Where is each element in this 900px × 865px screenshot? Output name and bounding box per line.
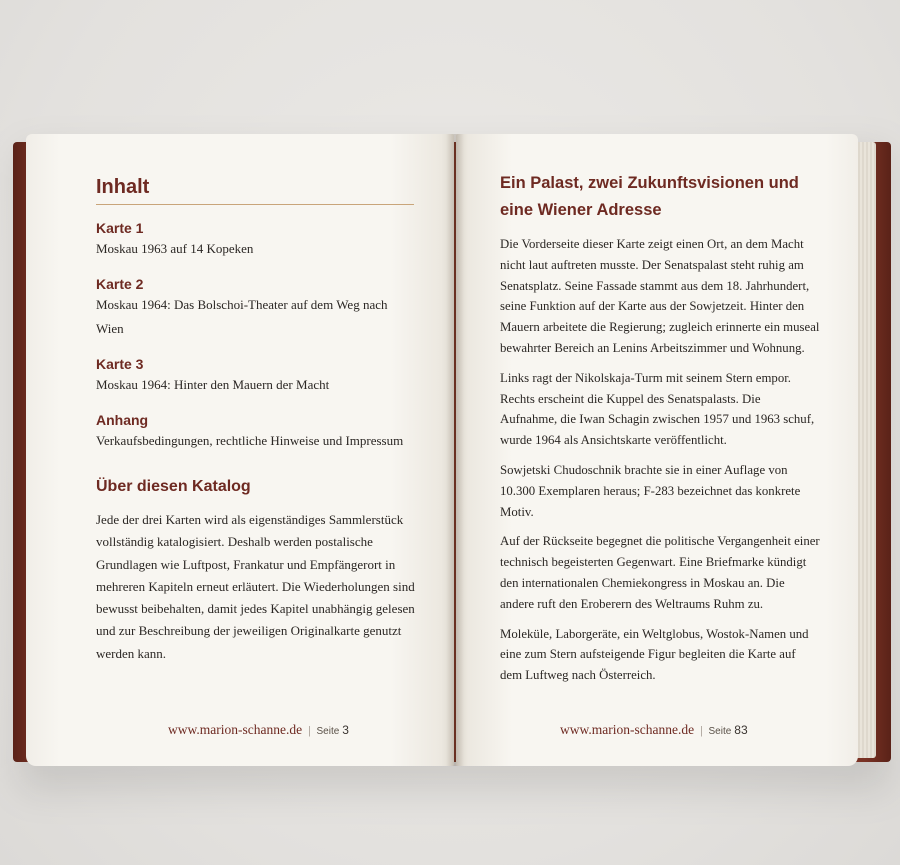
book-gutter [446, 134, 464, 766]
toc-entry-anhang [96, 411, 416, 453]
page-edges [856, 142, 876, 758]
footer-separator: | [700, 723, 703, 737]
toc-entry-text: Moskau 1964: Hinter den Mauern der Macht [96, 377, 330, 392]
toc-entry-text: Moskau 1963 auf 14 Kopeken [96, 241, 254, 256]
article-paragraph: Die Vorderseite dieser Karte zeigt einen Ort, an dem Macht nicht laut auftreten musste. Der Senatspalast steht ruhig am Senatsplatz. Seine Fassade stammt aus dem 18. Jahrhundert, seine Funktion auf der Karte aus der Sowjetzeit. Hinter den Mauern arbeitete die Regierung; zugleich erinnerte ein museal bewahrter Bereich an Lenins Arbeitszimmer und Wohnung. [500, 237, 820, 355]
toc-entry-heading: Karte 3 [96, 356, 144, 372]
toc-entry-karte-1 [96, 219, 416, 261]
article-paragraph: Auf der Rückseite begegnet die politische Vergangenheit einer technisch begeisterten Gegenwart. Eine Briefmarke kündigt den internationalen Chemiekongress in Moskau an. Die andere ruft den Eroberern des Weltraums Ruhm zu. [500, 534, 820, 611]
footer-website: www.marion-schanne.de [560, 722, 695, 737]
toc-entry-text: Verkaufsbedingungen, rechtliche Hinweise und Impressum [96, 433, 404, 448]
toc-entry-heading: Anhang [96, 412, 149, 428]
right-page-content [500, 170, 820, 686]
article-title: Ein Palast, zwei Zukunftsvisionen und eine Wiener Adresse [500, 174, 799, 219]
article-paragraph: Moleküle, Laborgeräte, ein Weltglobus, Wostok-Namen und eine zum Stern aufsteigende Figur begleiten die Karte auf dem Luftweg nach Österreich. [500, 626, 809, 683]
toc-entry-karte-3 [96, 355, 416, 397]
toc-title: Inhalt [96, 176, 150, 198]
footer-separator: | [308, 723, 311, 737]
about-catalog-title: Über diesen Katalog [96, 478, 251, 495]
left-page-footer [168, 722, 349, 738]
footer-page-number: 3 [342, 723, 349, 737]
toc-entry-heading: Karte 2 [96, 276, 144, 292]
footer-website: www.marion-schanne.de [168, 722, 303, 737]
footer-page-label: Seite [708, 726, 732, 737]
toc-entry-text: Moskau 1964: Das Bolschoi-Theater auf dem Weg nach Wien [96, 297, 388, 336]
right-page-footer [560, 722, 748, 738]
footer-page-label: Seite [316, 726, 340, 737]
article-paragraph: Links ragt der Nikolskaja-Turm mit seinem Stern empor. Rechts erscheint die Kuppel des Senatspalasts. Die Aufnahme, die Iwan Schagin zwischen 1957 und 1963 schuf, wurde 1964 als Ansichtskarte veröffentlicht. [500, 370, 815, 448]
article-paragraph: Sowjetski Chudoschnik brachte sie in einer Auflage von 10.300 Exemplaren heraus; F-283 bezeichnet das konkrete Motiv. [500, 462, 801, 519]
about-catalog-text: Jede der drei Karten wird als eigenständiges Sammlerstück vollständig katalogisiert. Deshalb werden postalische Grundlagen wie Luftpost, Frankatur und Empfängerort in mehreren Kapiteln erneut erläutert. Die Wiederholungen sind bewusst beibehalten, damit jedes Kapitel unabhängig gelesen und zur Beschreibung der jeweiligen Originalkarte genutzt werden kann. [96, 512, 415, 661]
toc-entry-heading: Karte 1 [96, 220, 144, 236]
footer-page-number: 83 [734, 723, 748, 737]
toc-entry-karte-2 [96, 275, 416, 341]
title-rule [96, 204, 414, 205]
left-page-content [96, 170, 416, 665]
